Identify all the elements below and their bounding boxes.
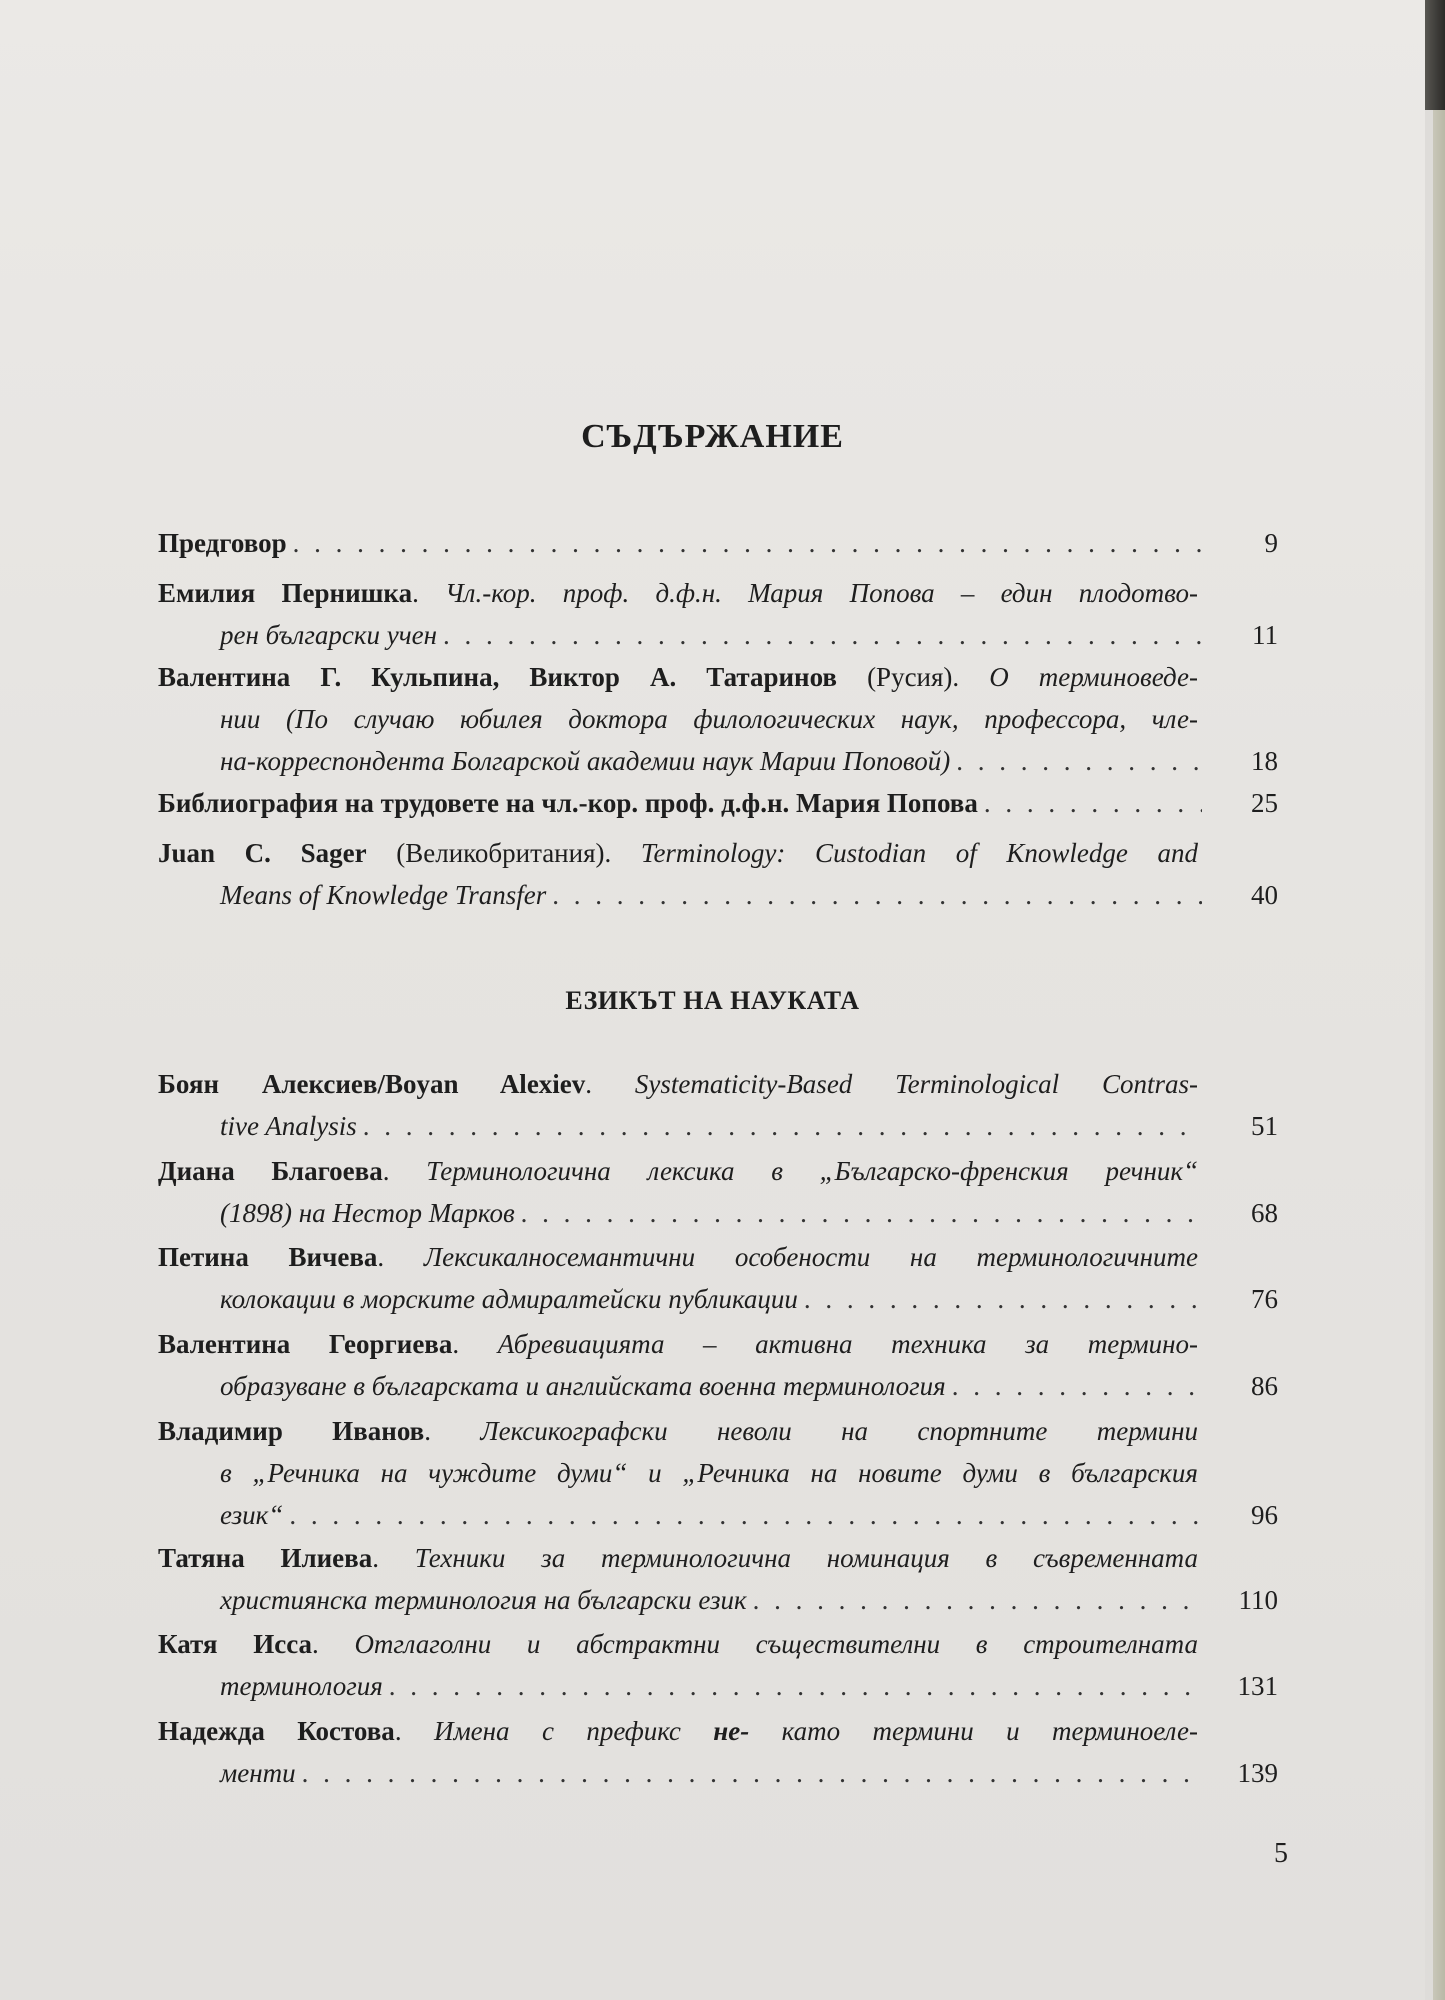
page-number: 25 — [1251, 788, 1278, 818]
page-folio: 5 — [1274, 1838, 1288, 1869]
page-number: 51 — [1251, 1111, 1278, 1141]
page-number: 139 — [1237, 1758, 1278, 1788]
toc-entry-preface[interactable] — [158, 522, 1278, 564]
toc-entry[interactable]: Боян Алексиев/Boyan Alexiev. Systematicity-Based Terminological Contras- tive Analysis . . . 51 — [158, 1063, 1278, 1147]
page-number: 131 — [1237, 1671, 1278, 1701]
entry-author: Татяна Илиева — [158, 1543, 373, 1573]
entry-author: Катя Исса — [158, 1629, 313, 1659]
background-edge-strip — [1433, 110, 1445, 2000]
toc-entry[interactable]: Надежда Костова. Имена с префикс не- като термини и терминоеле- менти . . . 139 — [158, 1710, 1278, 1794]
entry-author: Надежда Костова — [158, 1716, 395, 1746]
page-number: 18 — [1251, 746, 1278, 776]
contents-heading: СЪДЪРЖАНИЕ — [581, 418, 844, 455]
toc-entry[interactable]: Катя Исса. Отглаголни и абстрактни съществителни в строителната терминология . . . 131 — [158, 1623, 1278, 1707]
entry-author: Владимир Иванов — [158, 1416, 425, 1446]
entry-author: Петина Вичева — [158, 1242, 378, 1272]
page-number: 96 — [1251, 1500, 1278, 1530]
page-number: 110 — [1238, 1585, 1278, 1615]
entry-author: Предговор — [158, 528, 287, 558]
page-number: 86 — [1251, 1371, 1278, 1401]
page-number: 76 — [1251, 1284, 1278, 1314]
toc-entry[interactable]: Петина Вичева. Лексикалносемантични особености на терминологичните колокации в морските адмиралтейски публикации . . . 76 — [158, 1236, 1278, 1320]
page-number: 9 — [1264, 528, 1278, 558]
entry-author: Валентина Георгиева — [158, 1329, 453, 1359]
page-number: 40 — [1251, 880, 1278, 910]
entry-author: Juan C. Sager — [158, 838, 367, 868]
section-heading: ЕЗИКЪТ НА НАУКАТА — [565, 986, 860, 1015]
entry-author: Диана Благоева — [158, 1156, 383, 1186]
page-number: 68 — [1251, 1198, 1278, 1228]
toc-entry[interactable] — [158, 782, 1278, 824]
toc-entry[interactable]: Диана Благоева. Терминологична лексика в „Българско-френския речник“ (1898) на Нестор Марков . . . 68 — [158, 1150, 1278, 1234]
toc-entry[interactable]: Емилия Пернишка. Чл.-кор. проф. д.ф.н. Мария Попова – един плодотво- рен български учен . . . 11 — [158, 572, 1278, 656]
toc-entry[interactable]: Татяна Илиева. Техники за терминологична номинация в съвременната християнска терминология на български език . . . 110 — [158, 1537, 1278, 1621]
toc-entry[interactable]: Juan C. Sager (Великобритания). Terminology: Custodian of Knowledge and Means of Knowledge Transfer . . . 40 — [158, 832, 1278, 916]
entry-author: Боян Алексиев/Boyan Alexiev — [158, 1069, 586, 1099]
toc-entry[interactable]: Валентина Георгиева. Абревиацията – активна техника за термино- образуване в българската и английската военна терминология . . . 86 — [158, 1323, 1278, 1407]
entry-author: Валентина Г. Кульпина, Виктор А. Татаринов — [158, 662, 838, 692]
toc-entry[interactable]: Владимир Иванов. Лексикографски неволи на спортните термини в „Речника на чуждите думи“ и „Речника на новите думи в българския език“ . . . 96 — [158, 1410, 1278, 1536]
entry-author: Библиография на трудовете на чл.-кор. проф. д.ф.н. Мария Попова — [158, 788, 978, 818]
page-number: 11 — [1252, 620, 1278, 650]
toc-entry[interactable]: Валентина Г. Кульпина, Виктор А. Татаринов (Русия). О терминоведе- нии (По случаю юбилея доктора филологических наук, профессора, чле- на-корреспондента Болгарской академии наук Марии Поповой) . . . 18 — [158, 656, 1278, 782]
entry-author: Емилия Пернишка — [158, 578, 413, 608]
